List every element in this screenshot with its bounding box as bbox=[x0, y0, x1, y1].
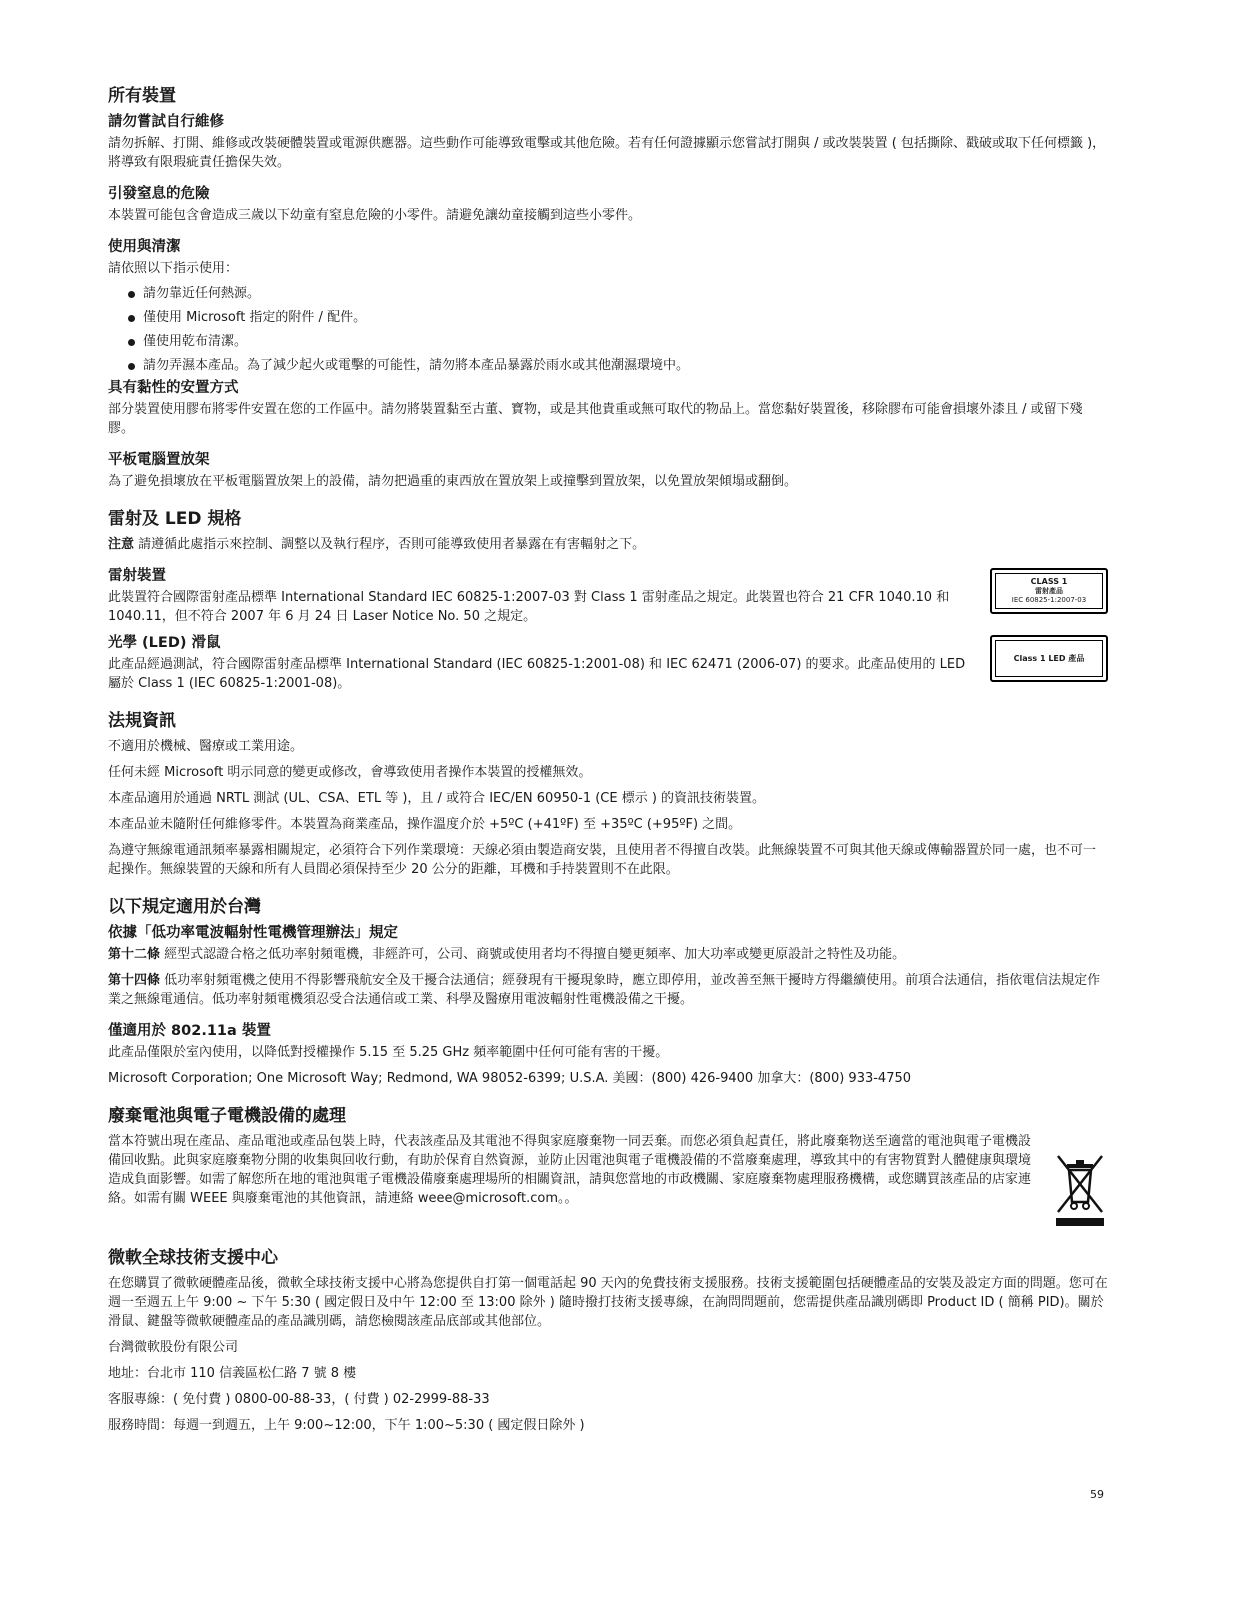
class1-laser-label bbox=[990, 568, 1108, 614]
section-title-taiwan: 以下規定適用於台灣 bbox=[108, 897, 261, 917]
paragraph-choking: 本裝置可能包含會造成三歲以下幼童有窒息危險的小零件。請避免讓幼童接觸到這些小零件。 bbox=[108, 208, 642, 223]
heading-adhesive: 具有黏性的安置方式 bbox=[108, 380, 239, 396]
section-title-regulatory: 法規資訊 bbox=[108, 711, 176, 731]
section-title-all-devices: 所有裝置 bbox=[108, 86, 176, 106]
heading-laser-device: 雷射裝置 bbox=[108, 568, 166, 584]
list-item: 請勿靠近任何熱源。 bbox=[108, 282, 1108, 306]
label-line: IEC 60825-1:2007-03 bbox=[1011, 596, 1087, 604]
paragraph-article-12: 第十二條 經型式認證合格之低功率射頻電機，非經許可，公司、商號或使用者均不得擅自變更頻率、加大功率或變更原設計之特性及功能。 bbox=[108, 947, 906, 962]
list-item: 僅使用乾布清潔。 bbox=[108, 330, 1108, 354]
bullet-icon bbox=[128, 291, 135, 298]
paragraph-regulatory: 不適用於機械、醫療或工業用途。 bbox=[108, 739, 304, 754]
paragraph-laser-note bbox=[108, 535, 1108, 554]
bullet-icon bbox=[128, 339, 135, 346]
section-title-support: 微軟全球技術支援中心 bbox=[108, 1248, 278, 1268]
note-label: 注意 bbox=[108, 537, 135, 552]
paragraph-regulatory: 為遵守無線電通訊頻率暴露相關規定，必須符合下列作業環境：天線必須由製造商安裝，且使用者不得擅自改裝。此無線裝置不可與其他天線或傳輸器置於同一處，也不可一起操作。無線裝置的天線和所有人員間必須保持至少 20 公分的距離，耳機和手持裝置則不在此限。 bbox=[108, 843, 1097, 877]
paragraph-use-intro: 請依照以下指示使用： bbox=[108, 261, 239, 276]
heading-use-clean: 使用與清潔 bbox=[108, 239, 181, 255]
heading-taiwan-law: 依據「低功率電波輻射性電機管理辦法」規定 bbox=[108, 925, 398, 941]
section-title-laser: 雷射及 LED 規格 bbox=[108, 509, 242, 529]
paragraph-article-14: 第十四條 低功率射頻電機之使用不得影響飛航安全及干擾合法通信；經發現有干擾現象時，應立即停用，並改善至無干擾時方得繼續使用。前項合法通信，指依電信法規定作業之無線電通信。低功率射頻電機須忍受合法通信或工業、科學及醫療用電波輻射性電機設備之干擾。 bbox=[108, 973, 1101, 1007]
paragraph-led-mouse: 此產品經過測試，符合國際雷射產品標準 International Standard (IEC 60825-1:2001-08) 和 IEC 62471 (2006-07) 的要求。此產品使用的 LED 屬於 Class 1 (IEC 60825-1:2001-08)。 bbox=[108, 657, 966, 691]
note-text: 請遵循此處指示來控制、調整以及執行程序，否則可能導致使用者暴露在有害輻射之下。 bbox=[134, 537, 646, 552]
heading-no-repair: 請勿嘗試自行維修 bbox=[108, 114, 224, 130]
support-hours: 服務時間：每週一到週五，上午 9:00~12:00，下午 1:00~5:30 ( 國定假日除外 ) bbox=[108, 1418, 585, 1433]
document-page bbox=[108, 84, 1108, 1435]
heading-choking: 引發窒息的危險 bbox=[108, 186, 210, 202]
paragraph-regulatory: 任何未經 Microsoft 明示同意的變更或修改，會導致使用者操作本裝置的授權無效。 bbox=[108, 765, 592, 780]
crossed-out-wheelie-bin-icon bbox=[1052, 1146, 1108, 1230]
label-line: CLASS 1 bbox=[1030, 577, 1068, 586]
paragraph-laser-device: 此裝置符合國際雷射產品標準 International Standard IEC 60825-1:2007-03 對 Class 1 雷射產品之規定。此裝置也符合 21 CFR 1040.10 和 1040.11，但不符合 2007 年 6 月 24 日 Laser Notice No. 50 之規定。 bbox=[108, 590, 950, 624]
paragraph-weee: 當本符號出現在產品、產品電池或產品包裝上時，代表該產品及其電池不得與家庭廢棄物一同丟棄。而您必須負起責任，將此廢棄物送至適當的電池與電子電機設備回收點。此與家庭廢棄物分開的收集與回收行動，有助於保育自然資源，並防止因電池與電子電機設備的不當廢棄處理，導致其中的有害物質對人體健康與環境造成負面影響。如需了解您所在地的電池與電子電機設備廢棄處理場所的相關資訊，請與您當地的市政機關、家庭廢棄物處理服務機構，或您購買該產品的店家連絡。如需有關 WEEE 與廢棄電池的其他資訊，請連絡 weee@microsoft.com。。 bbox=[108, 1134, 1032, 1206]
support-address: 地址：台北市 110 信義區松仁路 7 號 8 樓 bbox=[108, 1366, 357, 1381]
label-line: 雷射產品 bbox=[1035, 587, 1063, 595]
class1-led-label bbox=[990, 635, 1108, 682]
bullet-icon bbox=[128, 363, 135, 370]
paragraph-ms-address: Microsoft Corporation; One Microsoft Way; Redmond, WA 98052-6399; U.S.A. 美國：(800) 426-9400 加拿大：(800) 933-4750 bbox=[108, 1071, 912, 1086]
paragraph-regulatory: 本產品並未隨附任何維修零件。本裝置為商業產品，操作溫度介於 +5ºC (+41ºF) 至 +35ºC (+95ºF) 之間。 bbox=[108, 817, 742, 832]
bullet-icon bbox=[128, 315, 135, 322]
article-label: 第十四條 bbox=[108, 973, 161, 988]
support-hotline: 客服專線：( 免付費 ) 0800-00-88-33，( 付費 ) 02-2999-88-33 bbox=[108, 1392, 490, 1407]
use-instructions-list bbox=[108, 282, 1108, 378]
label-line: Class 1 LED 產品 bbox=[995, 640, 1103, 677]
section-title-weee: 廢棄電池與電子電機設備的處理 bbox=[108, 1106, 346, 1126]
paragraph-no-repair: 請勿拆解、打開、維修或改裝硬體裝置或電源供應器。這些動作可能導致電擊或其他危險。若有任何證據顯示您嘗試打開與 / 或改裝裝置 ( 包括撕除、戳破或取下任何標籤 )，將導致有限瑕疵責任擔保失效。 bbox=[108, 136, 1106, 170]
support-company: 台灣微軟股份有限公司 bbox=[108, 1340, 239, 1355]
paragraph-support: 在您購買了微軟硬體產品後，微軟全球技術支援中心將為您提供自打第一個電話起 90 天內的免費技術支援服務。技術支援範圍包括硬體產品的安裝及設定方面的問題。您可在週一至週五上午 9:00 ~ 下午 5:30 ( 國定假日及中午 12:00 至 13:00 除外 ) 隨時撥打技術支援專線，在詢問問題前，您需提供產品識別碼即 Product ID ( 簡稱 PID)。關於滑鼠、鍵盤等微軟硬體產品的產品識別碼，請您檢閱該產品底部或其他部位。 bbox=[108, 1276, 1108, 1329]
paragraph-tablet-stand: 為了避免損壞放在平板電腦置放架上的設備，請勿把過重的東西放在置放架上或撞擊到置放架，以免置放架傾塌或翻倒。 bbox=[108, 474, 798, 489]
list-item: 請勿弄濕本產品。為了減少起火或電擊的可能性，請勿將本產品暴露於雨水或其他潮濕環境中。 bbox=[108, 354, 1108, 378]
paragraph-80211a: 此產品僅限於室內使用，以降低對授權操作 5.15 至 5.25 GHz 頻率範圍中任何可能有害的干擾。 bbox=[108, 1045, 669, 1060]
list-item: 僅使用 Microsoft 指定的附件 / 配件。 bbox=[108, 306, 1108, 330]
heading-led-mouse: 光學 (LED) 滑鼠 bbox=[108, 635, 221, 651]
paragraph-adhesive: 部分裝置使用膠布將零件安置在您的工作區中。請勿將裝置黏至古董、寶物，或是其他貴重或無可取代的物品上。當您黏好裝置後，移除膠布可能會損壞外漆且 / 或留下殘膠。 bbox=[108, 402, 1083, 436]
paragraph-regulatory: 本產品適用於通過 NRTL 測試 (UL、CSA、ETL 等 )，且 / 或符合 IEC/EN 60950-1 (CE 標示 ) 的資訊技術裝置。 bbox=[108, 791, 766, 806]
heading-tablet-stand: 平板電腦置放架 bbox=[108, 452, 210, 468]
page-number: 59 bbox=[1090, 1488, 1104, 1501]
heading-80211a: 僅適用於 802.11a 裝置 bbox=[108, 1023, 271, 1039]
article-label: 第十二條 bbox=[108, 947, 161, 962]
